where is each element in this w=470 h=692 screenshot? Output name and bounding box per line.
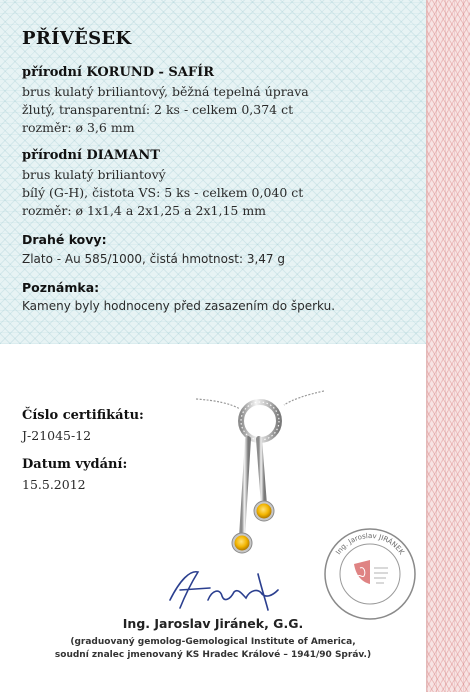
document-title: PŘÍVĚSEK — [22, 28, 132, 49]
kovy-line-1: Zlato - Au 585/1000, čistá hmotnost: 3,47 g — [22, 252, 285, 266]
issue-date-label: Datum vydání: — [22, 457, 128, 472]
poznamka-heading: Poznámka: — [22, 280, 100, 295]
certificate-number-value: J-21045-12 — [22, 428, 92, 443]
kovy-heading: Drahé kovy: — [22, 232, 107, 247]
korund-line-3: rozměr: ø 3,6 mm — [22, 120, 135, 135]
poznamka-line-1: Kameny byly hodnoceny před zasazením do šperku. — [22, 299, 336, 313]
korund-line-2: žlutý, transparentní: 2 ks - celkem 0,374 ct — [22, 102, 294, 117]
diamant-line-1: brus kulatý briliantový — [22, 167, 166, 182]
guilloche-side-strip — [426, 0, 470, 692]
korund-heading: přírodní KORUND - SAFÍR — [22, 65, 215, 80]
diamant-line-2: bílý (G-H), čistota VS: 5 ks - celkem 0,040 ct — [22, 185, 304, 200]
pendant-photo — [196, 365, 324, 575]
diamant-heading: přírodní DIAMANT — [22, 148, 160, 163]
issue-date-value: 15.5.2012 — [22, 477, 86, 492]
certificate-number-label: Číslo certifikátu: — [22, 408, 144, 423]
korund-line-1: brus kulatý briliantový, běžná tepelná úprava — [22, 84, 309, 99]
official-seal — [322, 526, 418, 622]
signatory-note-line-1: (graduovaný gemolog-Gemological Institute of America, — [70, 637, 356, 647]
diamant-line-3: rozměr: ø 1x1,4 a 2x1,25 a 2x1,15 mm — [22, 203, 267, 218]
seal-text: Ing. Jaroslav JIRÁNEK — [334, 532, 406, 557]
signatory-note-line-2: soudní znalec jmenovaný KS Hradec Králové – 1941/90 Správ.) — [54, 650, 372, 660]
signature — [150, 560, 300, 620]
signatory-name: Ing. Jaroslav Jiránek, G.G. — [122, 616, 304, 631]
